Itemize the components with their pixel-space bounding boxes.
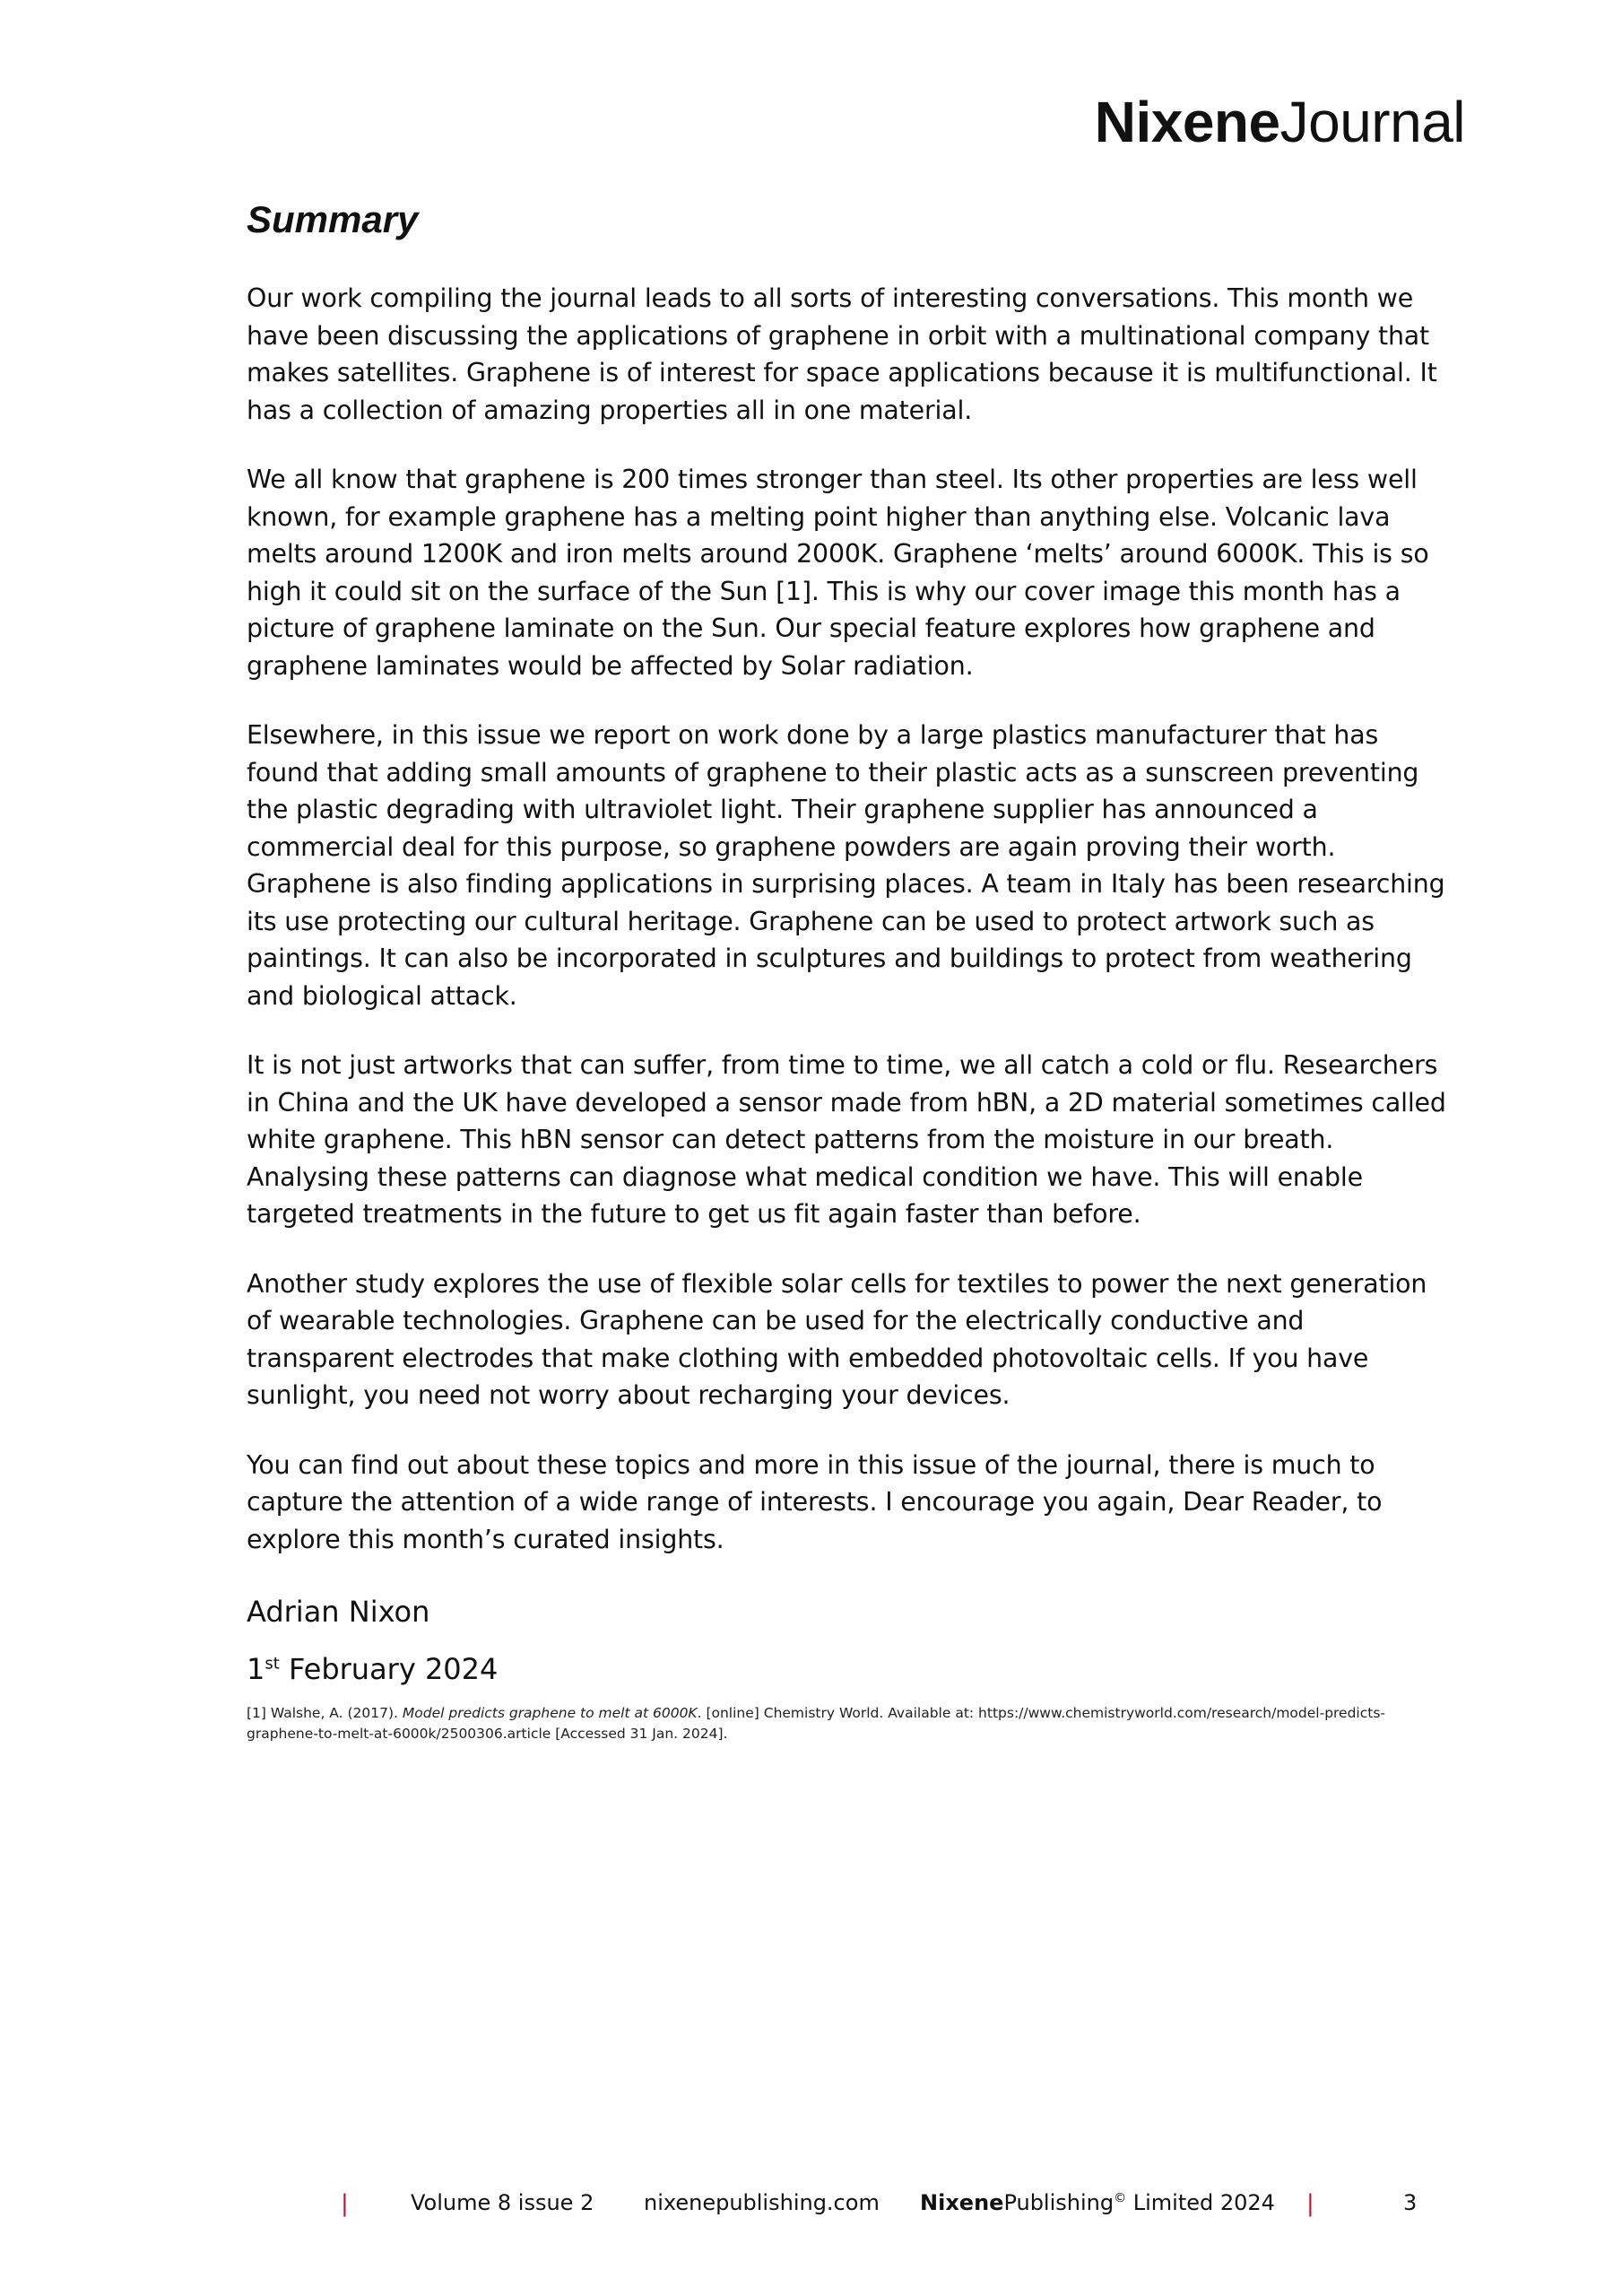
date-suffix: st: [265, 1654, 280, 1674]
footer-separator-left: |: [341, 2190, 349, 2217]
footer-separator-right: |: [1306, 2190, 1314, 2217]
summary-section: [247, 197, 1448, 1744]
footer-publisher: [920, 2190, 1275, 2215]
publication-date: [247, 1648, 1448, 1691]
footer-publisher-tail: Limited 2024: [1126, 2190, 1275, 2215]
masthead-brand-light: Journal: [1279, 90, 1465, 154]
page-number: 3: [1403, 2190, 1418, 2215]
copyright-symbol: ©: [1114, 2191, 1127, 2205]
paragraph-2: We all know that graphene is 200 times stronger than steel. Its other properties are less well known, for example graphene has a melting point higher than anything else. Volcanic lava melts around 1200K and iron melts around 2000K. Graphene ‘melts’ around 6000K. This is so high it could sit on the surface of the Sun [1]. This is why our cover image this month has a picture of graphene laminate on the Sun. Our special feature explores how graphene and graphene laminates would be affected by Solar radiation.: [247, 465, 1429, 681]
author-name: Adrian Nixon: [247, 1595, 430, 1630]
page-footer: [341, 2190, 1444, 2226]
paragraph-1: Our work compiling the journal leads to all sorts of interesting conversations. This month we have been discussing the applications of graphene in orbit with a multinational company that makes satellites. Graphene is of interest for space applications because it is multifunctional. It has a collection of amazing properties all in one material.: [247, 283, 1437, 425]
reference-suffix: . [online] Chemistry World. Available at: https://www.chemistryworld.com/research/model-predicts-graphene-to-melt-at-6000k/2500306.article [Accessed 31 Jan. 2024].: [247, 1705, 1386, 1743]
paragraph-4: It is not just artworks that can suffer, from time to time, we all catch a cold or flu. Researchers in China and the UK have developed a sensor made from hBN, a 2D material sometimes called white graphene. This hBN sensor can detect patterns from the moisture in our breath. Analysing these patterns can diagnose what medical condition we have. This will enable targeted treatments in the future to get us fit again faster than before.: [247, 1050, 1446, 1230]
journal-masthead: [1094, 90, 1465, 154]
paragraph-3: Elsewhere, in this issue we report on work done by a large plastics manufacturer that has found that adding small amounts of graphene to their plastic acts as a sunscreen preventing the plastic degrading with ultraviolet light. Their graphene supplier has announced a commercial deal for this purpose, so graphene powders are again proving their worth. Graphene is also finding applications in surprising places. A team in Italy has been researching its use protecting our cultural heritage. Graphene can be used to protect artwork such as paintings. It can also be incorporated in sculptures and buildings to protect from weathering and biological attack.: [247, 720, 1445, 1011]
footer-website: nixenepublishing.com: [644, 2190, 880, 2215]
summary-heading: Summary: [247, 198, 419, 240]
reference-title: Model predicts graphene to melt at 6000K: [402, 1705, 698, 1722]
date-month-year: February 2024: [279, 1652, 499, 1687]
reference-footnote: [247, 1703, 1412, 1744]
footer-publisher-rest: Publishing: [1003, 2190, 1115, 2215]
date-day: 1: [247, 1652, 265, 1687]
footer-publisher-bold: Nixene: [920, 2190, 1004, 2215]
masthead-brand-bold: Nixene: [1094, 90, 1280, 154]
reference-prefix: [1] Walshe, A. (2017).: [247, 1705, 403, 1722]
footer-volume: Volume 8 issue 2: [411, 2190, 594, 2215]
paragraph-6: You can find out about these topics and more in this issue of the journal, there is much to capture the attention of a wide range of interests. I encourage you again, Dear Reader, to explore this month’s curated insights.: [247, 1449, 1383, 1554]
paragraph-5: Another study explores the use of flexible solar cells for textiles to power the next generation of wearable technologies. Graphene can be used for the electrically conductive and transparent electrodes that make clothing with embedded photovoltaic cells. If you have sunlight, you need not worry about recharging your devices.: [247, 1268, 1427, 1411]
